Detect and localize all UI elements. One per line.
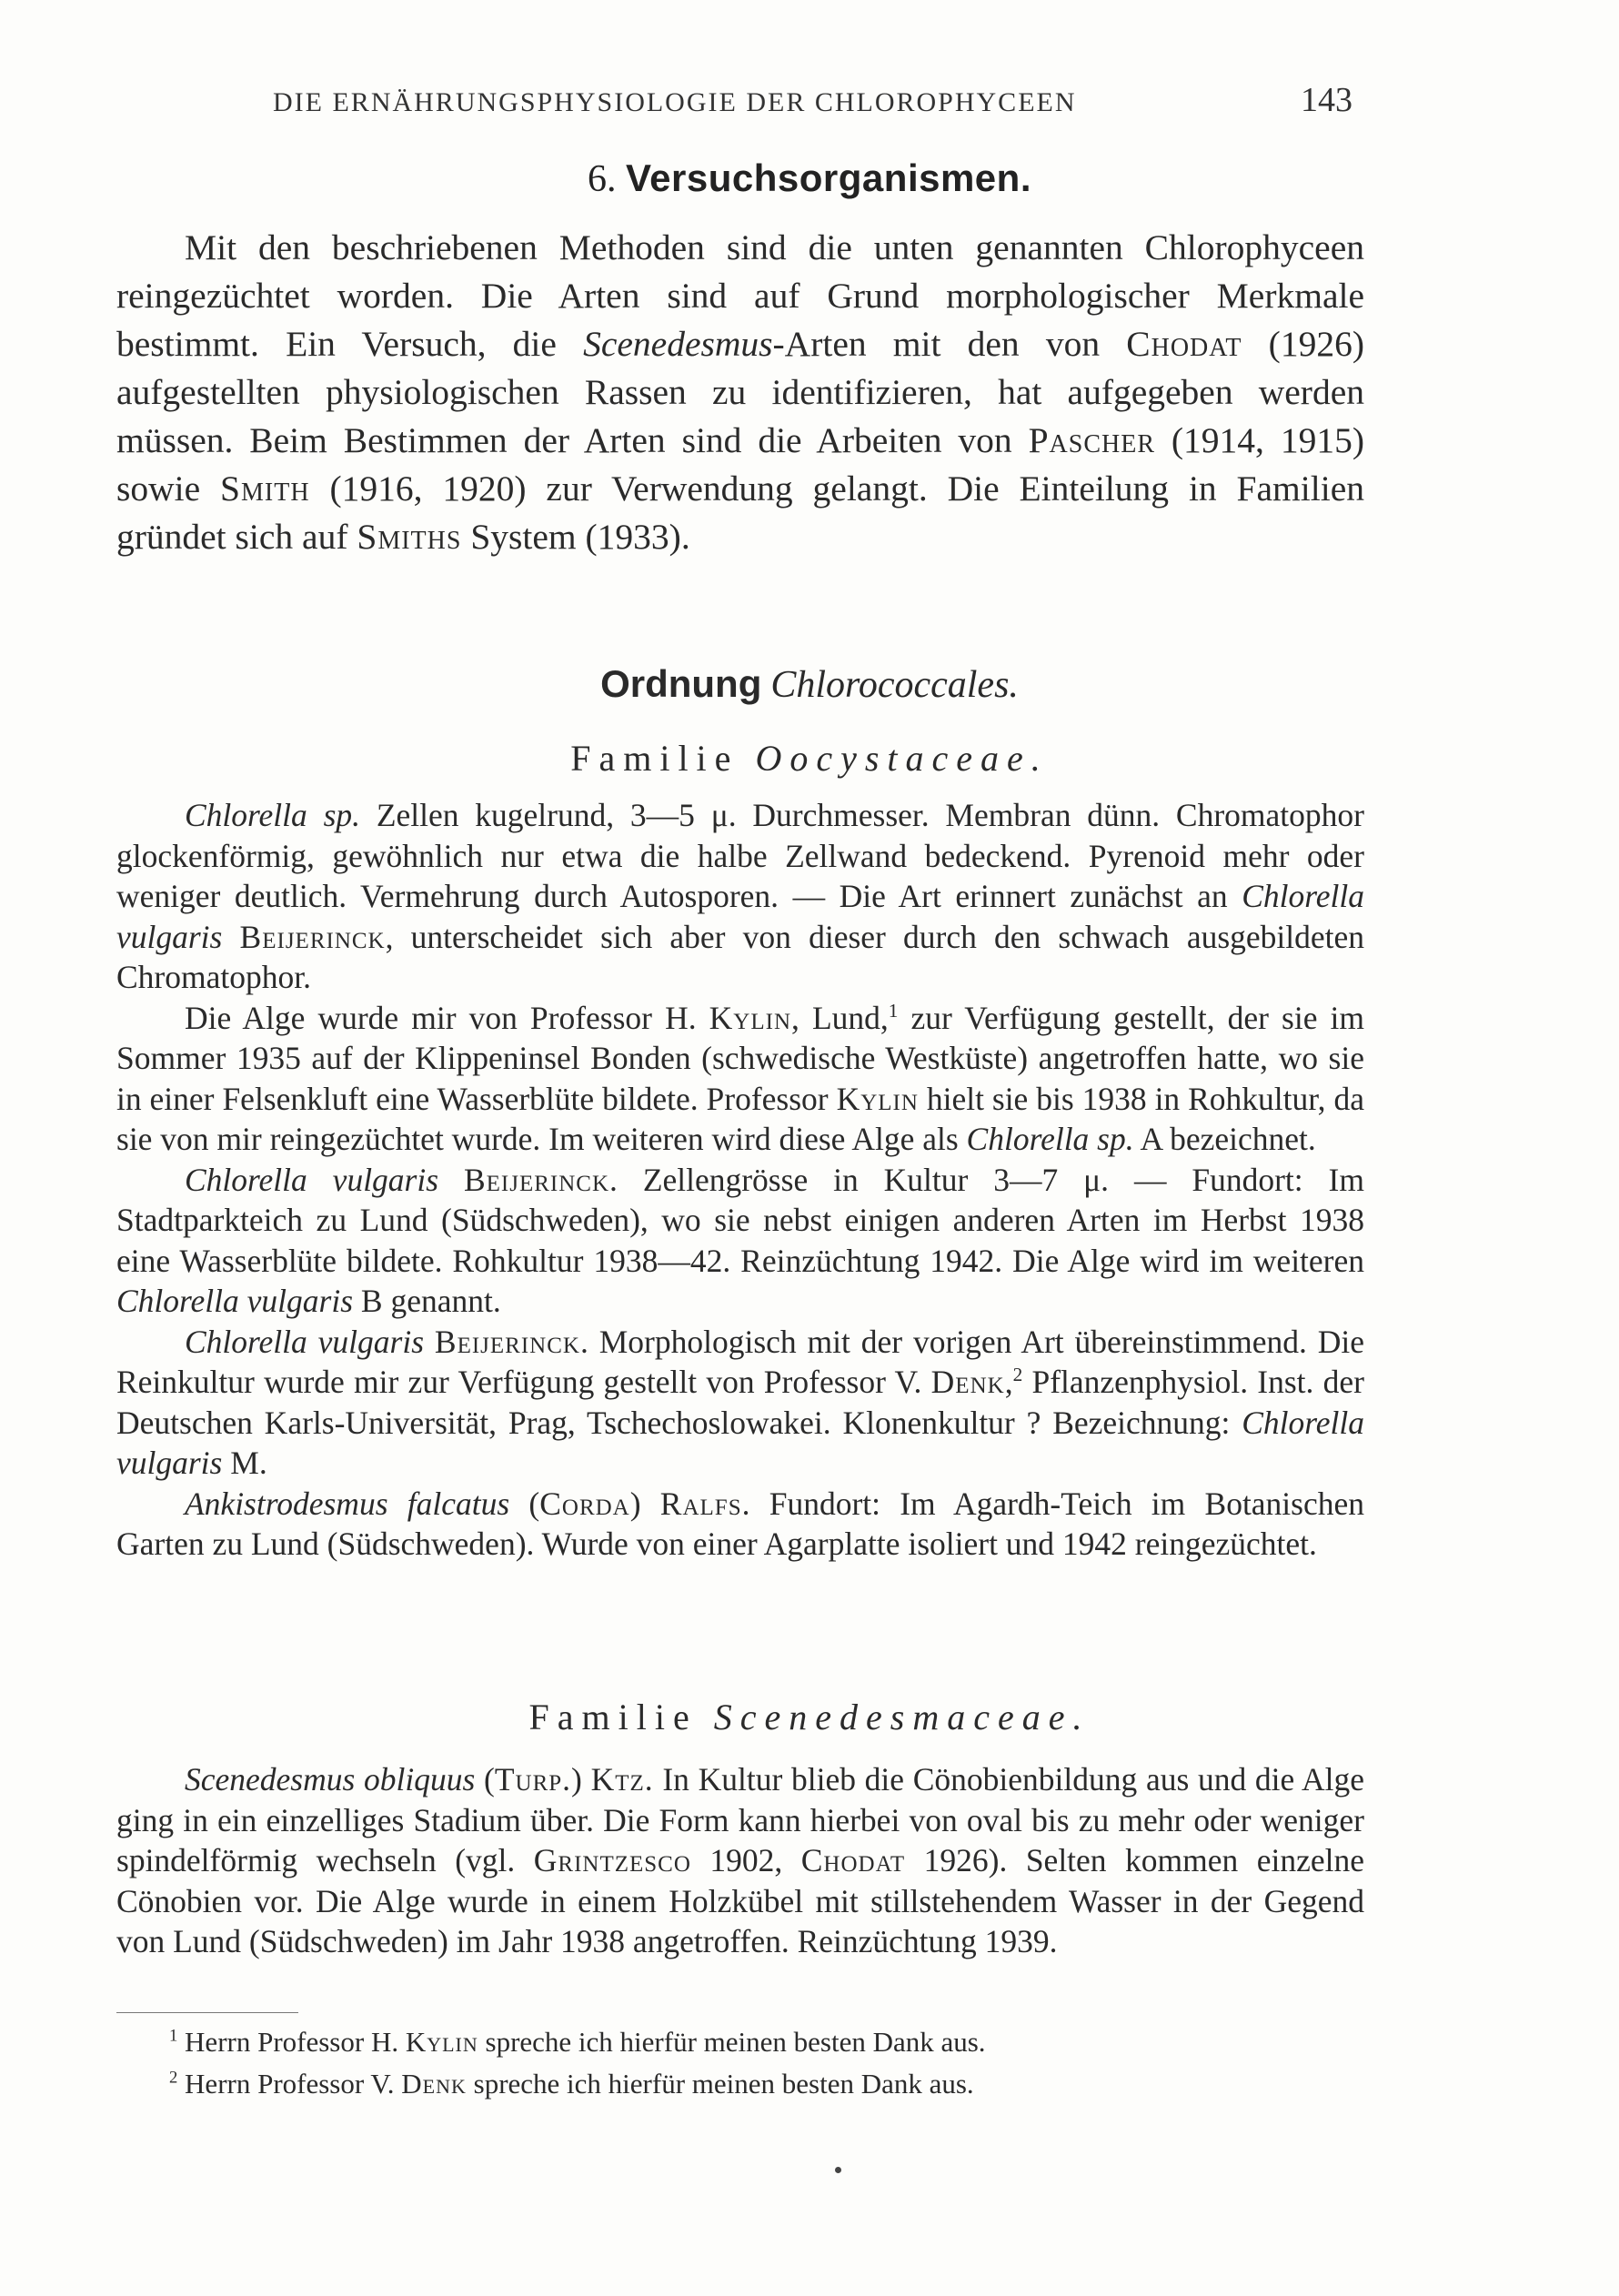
text-run: -Arten mit den von bbox=[772, 324, 1127, 364]
text-run: M. bbox=[222, 1445, 267, 1481]
family-heading-scenedesmaceae bbox=[0, 1696, 1619, 1738]
text-run: ) bbox=[629, 1485, 660, 1522]
text-run: 1926). Selten kommen einzelne Cönobien vor. Die Alge wurde in einem Holzkübel mit stillstehendem Wasser in der Gegend von Lund (Südschweden) im Jahr 1938 angetroffen. Reinzüchtung 1939. bbox=[116, 1842, 1365, 1959]
taxon-name: Scenedesmus obliquus bbox=[185, 1761, 476, 1798]
species-entry bbox=[116, 998, 1364, 1160]
author-name: Corda bbox=[539, 1485, 630, 1522]
text-run: , bbox=[1004, 1364, 1013, 1400]
text-run: spreche ich hierfür meinen besten Dank aus. bbox=[478, 2026, 986, 2058]
taxon-name: Chlorella vulgaris bbox=[185, 1161, 439, 1198]
family-name: Scenedesmaceae. bbox=[713, 1697, 1091, 1737]
text-run: B genannt. bbox=[353, 1283, 501, 1319]
footnotes bbox=[169, 2021, 1352, 2105]
author-name: Smiths bbox=[357, 517, 462, 557]
text-run: Herrn Professor H. bbox=[177, 2026, 406, 2058]
text-run: Mit den beschriebenen Methoden sind die unten genannten Chlorophyceen reingezüchtet worden. Die Arten sind auf Grund morphologischer Merkmale bestimmt. Ein Versuch, die bbox=[116, 227, 1364, 364]
text-run: Die Alge wurde mir von Professor H. bbox=[185, 999, 709, 1036]
text-run: spreche ich hierfür meinen besten Dank aus. bbox=[466, 2068, 974, 2100]
author-name: Beijerinck bbox=[239, 918, 386, 955]
author-name: Ktz. bbox=[590, 1761, 654, 1798]
section-number: 6. bbox=[587, 158, 617, 200]
author-name: Grintzesco bbox=[533, 1842, 691, 1878]
author-name: Denk bbox=[930, 1364, 1005, 1400]
text-run: ( bbox=[475, 1761, 495, 1798]
species-entry bbox=[116, 1759, 1364, 1962]
author-name: Kylin bbox=[405, 2026, 478, 2058]
author-name: Pascher bbox=[1028, 420, 1155, 460]
page-number: 143 bbox=[1301, 81, 1353, 119]
taxon-name: Scenedesmus bbox=[583, 324, 773, 364]
author-name: Chodat bbox=[800, 1842, 906, 1878]
author-name: Turp. bbox=[494, 1761, 572, 1798]
taxon-name: Chlorella sp. bbox=[966, 1121, 1134, 1157]
footnote-rule bbox=[116, 2012, 298, 2013]
text-run: . Morphologisch mit der vorigen Art übereinstimmend. Die Reinkultur wurde mir zur Verfügung gestellt von Professor V. bbox=[116, 1323, 1365, 1400]
order-name: Chlorococcales. bbox=[770, 664, 1019, 706]
taxon-name: Chlorella vulgaris bbox=[116, 1283, 354, 1319]
running-head: DIE ERNÄHRUNGSPHYSIOLOGIE DER CHLOROPHYCEEN bbox=[273, 87, 1077, 117]
text-run: (1926) aufgestellten physiologischen Rassen zu identifizieren, hat aufgegeben werden müssen. Beim Bestimmen der Arten sind die Arbeiten von bbox=[116, 324, 1364, 460]
taxon-name: Chlorella vulgaris bbox=[116, 1404, 1364, 1481]
species-entry bbox=[116, 1322, 1364, 1484]
author-name: Beijerinck bbox=[463, 1161, 610, 1198]
footnote bbox=[169, 2021, 1352, 2063]
species-entry bbox=[116, 795, 1364, 998]
text-run: Herrn Professor V. bbox=[177, 2068, 402, 2100]
text-run: zur Verfügung gestellt, der sie im Sommer 1935 auf der Klippeninsel Bonden (schwedische Westküste) angetroffen hatte, wo sie in einer Felsenkluft eine Wasserblüte bildete. Professor bbox=[116, 999, 1365, 1117]
text-run: Pflanzenphysiol. Inst. der Deutschen Karls-Universität, Prag, Tschechoslowakei. Klonenkultur ? Bezeichnung: bbox=[116, 1364, 1364, 1441]
author-name: Denk bbox=[401, 2068, 467, 2100]
text-run: In Kultur blieb die Cönobienbildung aus und die Alge ging in ein einzelliges Stadium über. Die Form kann hierbei von oval bis zu mehr oder weniger spindelförmig wechseln (vgl. bbox=[116, 1761, 1365, 1878]
author-name: Beijerinck bbox=[434, 1323, 580, 1360]
text-run: Zellen kugelrund, 3—5 μ. Durchmesser. Membran dünn. Chromatophor glockenförmig, gewöhnlich nur etwa die halbe Zellwand bedeckend. Pyrenoid mehr oder weniger deutlich. Vermehrung durch Autosporen. — Die Art erinnert zunächst an bbox=[116, 797, 1364, 914]
author-name: Chodat bbox=[1126, 324, 1242, 364]
order-word: Ordnung bbox=[600, 662, 762, 705]
text-run: , Lund, bbox=[791, 999, 889, 1036]
author-name: Ralfs bbox=[659, 1485, 742, 1522]
print-mark-dot bbox=[835, 2167, 841, 2173]
footnote-marker[interactable]: 1 bbox=[888, 999, 899, 1022]
footnote-number: 2 bbox=[169, 2068, 178, 2088]
text-run: A bezeichnet. bbox=[1133, 1121, 1316, 1157]
footnote-marker[interactable]: 2 bbox=[1012, 1364, 1023, 1386]
family-heading-oocystaceae bbox=[0, 737, 1619, 780]
text-run: (1914, 1915) sowie bbox=[116, 420, 1364, 509]
taxon-name: Chlorella vulgaris bbox=[116, 878, 1364, 955]
footnote-number: 1 bbox=[169, 2026, 178, 2046]
footnote bbox=[169, 2063, 1352, 2105]
intro-paragraph bbox=[116, 224, 1364, 561]
family-word: Familie bbox=[528, 1697, 698, 1737]
taxon-name: Chlorella sp. bbox=[185, 797, 361, 833]
text-run: ) bbox=[571, 1761, 591, 1798]
taxon-name: Chlorella vulgaris bbox=[185, 1323, 425, 1360]
taxon-name: Ankistrodesmus falcatus bbox=[185, 1485, 510, 1522]
family-name: Oocystaceae. bbox=[755, 738, 1049, 779]
text-run: hielt sie bis 1938 in Rohkultur, da sie von mir reingezüchtet wurde. Im weiteren wird diese Alge als bbox=[116, 1080, 1365, 1157]
author-name: Kylin bbox=[836, 1080, 919, 1117]
intro-paragraph-block bbox=[116, 224, 1364, 561]
text-run: ( bbox=[509, 1485, 540, 1522]
text-run: 1902, bbox=[690, 1842, 801, 1878]
species-entry bbox=[116, 1484, 1364, 1565]
text-run: , unterscheidet sich aber von dieser durch den schwach ausgebildeten Chromatophor. bbox=[116, 918, 1364, 995]
text-run: (1916, 1920) zur Verwendung gelangt. Die Einteilung in Familien gründet sich auf bbox=[116, 468, 1364, 557]
author-name: Kylin bbox=[709, 999, 791, 1036]
author-name: Smith bbox=[220, 468, 310, 509]
scenedesmaceae-entries bbox=[116, 1759, 1364, 1962]
oocystaceae-entries bbox=[116, 795, 1364, 1565]
species-entry bbox=[116, 1160, 1364, 1322]
text-run: . Zellengrösse in Kultur 3—7 μ. — Fundort: Im Stadtparkteich zu Lund (Südschweden), wo sie nebst einigen anderen Arten im Herbst 1938 eine Wasserblüte bildete. Rohkultur 1938—42. Reinzüchtung 1942. Die Alge wird im weiteren bbox=[116, 1161, 1364, 1279]
order-heading bbox=[0, 662, 1619, 707]
text-run: . Fundort: Im Agardh-Teich im Botanischen Garten zu Lund (Südschweden). Wurde von einer Agarplatte isoliert und 1942 reingezüchtet. bbox=[116, 1485, 1364, 1562]
section-heading bbox=[0, 156, 1619, 201]
section-title: Versuchsorganismen. bbox=[625, 156, 1031, 199]
text-run: System (1933). bbox=[461, 517, 690, 557]
family-word: Familie bbox=[570, 738, 739, 779]
